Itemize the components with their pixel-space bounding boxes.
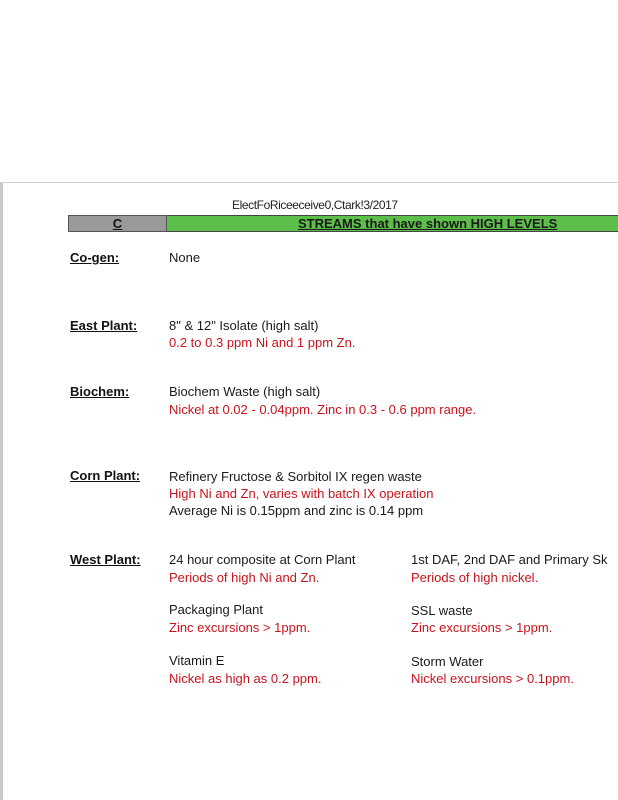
west-left-2-note: Zinc excursions > 1ppm.	[169, 620, 311, 635]
biochem-line-2: Nickel at 0.02 - 0.04ppm. Zinc in 0.3 - 0.6 ppm range.	[169, 402, 477, 417]
east-plant-line-1: 8" & 12" Isolate (high salt)	[169, 318, 319, 333]
west-right-1-name: 1st DAF, 2nd DAF and Primary Sk	[411, 552, 608, 567]
east-plant-label: East Plant:	[70, 318, 138, 333]
corn-plant-line-1: Refinery Fructose & Sorbitol IX regen waste	[169, 469, 422, 484]
page-left-edge	[0, 183, 3, 800]
west-left-1-name: 24 hour composite at Corn Plant	[169, 552, 356, 567]
cogen-line: None	[169, 250, 201, 265]
west-left-1-note: Periods of high Ni and Zn.	[169, 570, 320, 585]
corn-plant-label: Corn Plant:	[70, 468, 141, 483]
west-right-3-name: Storm Water	[411, 654, 484, 669]
electronic-filing-stamp: ElectFoRiceeceive0,Ctark!3/2017	[232, 198, 398, 212]
header-left-cell	[68, 215, 167, 232]
header-title-cell	[167, 215, 618, 232]
cogen-label: Co-gen:	[70, 250, 120, 265]
biochem-label: Biochem:	[70, 384, 130, 399]
header-title: STREAMS that have shown HIGH LEVELS	[298, 216, 558, 231]
west-right-1-note: Periods of high nickel.	[411, 570, 539, 585]
east-plant-line-2: 0.2 to 0.3 ppm Ni and 1 ppm Zn.	[169, 335, 356, 350]
west-left-3-note: Nickel as high as 0.2 ppm.	[169, 671, 322, 686]
page-top-edge	[0, 182, 618, 183]
west-left-3-name: Vitamin E	[169, 653, 225, 668]
header-left-text: C	[112, 216, 123, 231]
west-left-2-name: Packaging Plant	[169, 602, 263, 617]
corn-plant-line-3: Average Ni is 0.15ppm and zinc is 0.14 ppm	[169, 503, 424, 518]
west-right-2-note: Zinc excursions > 1ppm.	[411, 620, 553, 635]
west-right-3-note: Nickel excursions > 0.1ppm.	[411, 671, 574, 686]
corn-plant-line-2: High Ni and Zn, varies with batch IX operation	[169, 486, 434, 501]
biochem-line-1: Biochem Waste (high salt)	[169, 384, 321, 399]
west-plant-label: West Plant:	[70, 552, 141, 567]
west-right-2-name: SSL waste	[411, 603, 473, 618]
